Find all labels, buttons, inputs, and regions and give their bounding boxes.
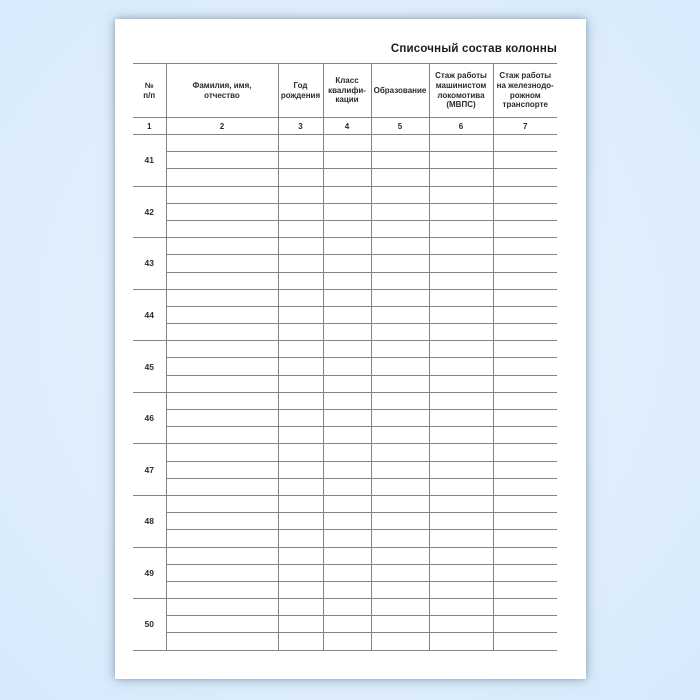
column-index-1: 1 xyxy=(133,118,166,135)
column-index-3: 3 xyxy=(278,118,323,135)
table-row xyxy=(133,203,557,220)
empty-cell xyxy=(166,564,278,581)
table-row xyxy=(133,220,557,237)
table-row xyxy=(133,341,557,358)
empty-cell xyxy=(493,564,557,581)
column-index-5: 5 xyxy=(371,118,429,135)
table-row xyxy=(133,324,557,341)
empty-cell xyxy=(493,341,557,358)
table-body xyxy=(133,135,557,651)
empty-cell xyxy=(429,324,493,341)
table-row xyxy=(133,289,557,306)
empty-cell xyxy=(166,289,278,306)
empty-cell xyxy=(166,427,278,444)
empty-cell xyxy=(166,306,278,323)
empty-cell xyxy=(493,461,557,478)
empty-cell xyxy=(323,152,371,169)
row-number-cell-49: 49 xyxy=(133,547,166,599)
empty-cell xyxy=(371,238,429,255)
empty-cell xyxy=(493,169,557,186)
empty-cell xyxy=(371,599,429,616)
empty-cell xyxy=(371,272,429,289)
empty-cell xyxy=(166,599,278,616)
row-number-cell-44: 44 xyxy=(133,289,166,341)
empty-cell xyxy=(166,186,278,203)
empty-cell xyxy=(429,564,493,581)
empty-cell xyxy=(166,392,278,409)
empty-cell xyxy=(166,238,278,255)
empty-cell xyxy=(371,478,429,495)
empty-cell xyxy=(493,427,557,444)
empty-cell xyxy=(278,135,323,152)
empty-cell xyxy=(278,152,323,169)
empty-cell xyxy=(371,633,429,650)
empty-cell xyxy=(278,289,323,306)
empty-cell xyxy=(166,324,278,341)
empty-cell xyxy=(278,203,323,220)
table-row xyxy=(133,306,557,323)
empty-cell xyxy=(371,616,429,633)
table-row xyxy=(133,461,557,478)
empty-cell xyxy=(323,495,371,512)
header-line: Стаж работы xyxy=(499,71,552,80)
empty-cell xyxy=(166,478,278,495)
empty-cell xyxy=(371,581,429,598)
empty-cell xyxy=(278,444,323,461)
header-line: Стаж работы xyxy=(435,71,487,80)
table-row xyxy=(133,599,557,616)
table-row xyxy=(133,616,557,633)
empty-cell xyxy=(429,152,493,169)
empty-cell xyxy=(493,186,557,203)
empty-cell xyxy=(371,461,429,478)
empty-cell xyxy=(323,478,371,495)
document-page xyxy=(115,19,586,679)
empty-cell xyxy=(429,581,493,598)
empty-cell xyxy=(323,599,371,616)
empty-cell xyxy=(166,358,278,375)
empty-cell xyxy=(371,410,429,427)
empty-cell xyxy=(278,238,323,255)
empty-cell xyxy=(429,513,493,530)
column-index-4: 4 xyxy=(323,118,371,135)
empty-cell xyxy=(278,341,323,358)
empty-cell xyxy=(371,530,429,547)
empty-cell xyxy=(493,478,557,495)
empty-cell xyxy=(323,427,371,444)
empty-cell xyxy=(429,616,493,633)
empty-cell xyxy=(371,547,429,564)
empty-cell xyxy=(166,203,278,220)
table-row xyxy=(133,530,557,547)
empty-cell xyxy=(278,358,323,375)
empty-cell xyxy=(323,238,371,255)
empty-cell xyxy=(371,392,429,409)
row-number-cell-43: 43 xyxy=(133,238,166,290)
empty-cell xyxy=(323,616,371,633)
empty-cell xyxy=(371,564,429,581)
empty-cell xyxy=(371,375,429,392)
header-line: рожном xyxy=(509,90,541,100)
empty-cell xyxy=(323,461,371,478)
empty-cell xyxy=(323,324,371,341)
table-row xyxy=(133,513,557,530)
empty-cell xyxy=(371,289,429,306)
empty-cell xyxy=(166,169,278,186)
empty-cell xyxy=(323,392,371,409)
column-index-row xyxy=(133,118,557,135)
table-row xyxy=(133,392,557,409)
empty-cell xyxy=(278,633,323,650)
header-line: Образование xyxy=(373,85,427,95)
header-line: № xyxy=(144,80,154,90)
table-row xyxy=(133,564,557,581)
empty-cell xyxy=(323,341,371,358)
empty-cell xyxy=(429,599,493,616)
empty-cell xyxy=(278,272,323,289)
empty-cell xyxy=(278,530,323,547)
empty-cell xyxy=(429,392,493,409)
column-index-6: 6 xyxy=(429,118,493,135)
table-row xyxy=(133,169,557,186)
empty-cell xyxy=(429,272,493,289)
empty-cell xyxy=(166,461,278,478)
column-index-7: 7 xyxy=(493,118,557,135)
empty-cell xyxy=(493,616,557,633)
table-row xyxy=(133,633,557,650)
empty-cell xyxy=(493,255,557,272)
header-line: (МВПС) xyxy=(446,100,476,110)
empty-cell xyxy=(493,599,557,616)
empty-cell xyxy=(166,135,278,152)
header-line: квалифи- xyxy=(328,85,366,95)
empty-cell xyxy=(371,255,429,272)
column-header-education xyxy=(371,64,429,118)
table-row xyxy=(133,444,557,461)
row-number-cell-42: 42 xyxy=(133,186,166,238)
empty-cell xyxy=(493,324,557,341)
empty-cell xyxy=(323,358,371,375)
empty-cell xyxy=(429,444,493,461)
empty-cell xyxy=(323,289,371,306)
empty-cell xyxy=(166,444,278,461)
empty-cell xyxy=(166,530,278,547)
empty-cell xyxy=(371,324,429,341)
empty-cell xyxy=(429,186,493,203)
empty-cell xyxy=(493,581,557,598)
table-row xyxy=(133,495,557,512)
empty-cell xyxy=(493,375,557,392)
empty-cell xyxy=(493,238,557,255)
empty-cell xyxy=(278,564,323,581)
table-row xyxy=(133,135,557,152)
column-index-2: 2 xyxy=(166,118,278,135)
empty-cell xyxy=(493,272,557,289)
empty-cell xyxy=(278,186,323,203)
empty-cell xyxy=(429,306,493,323)
empty-cell xyxy=(166,375,278,392)
empty-cell xyxy=(323,547,371,564)
empty-cell xyxy=(323,581,371,598)
table-row xyxy=(133,375,557,392)
empty-cell xyxy=(371,135,429,152)
empty-cell xyxy=(429,530,493,547)
empty-cell xyxy=(166,616,278,633)
empty-cell xyxy=(429,220,493,237)
empty-cell xyxy=(371,427,429,444)
empty-cell xyxy=(429,358,493,375)
empty-cell xyxy=(323,169,371,186)
empty-cell xyxy=(278,478,323,495)
empty-cell xyxy=(493,358,557,375)
empty-cell xyxy=(323,530,371,547)
empty-cell xyxy=(278,220,323,237)
empty-cell xyxy=(493,530,557,547)
empty-cell xyxy=(278,324,323,341)
empty-cell xyxy=(166,272,278,289)
empty-cell xyxy=(323,306,371,323)
empty-cell xyxy=(166,152,278,169)
empty-cell xyxy=(278,599,323,616)
page-title: Списочный состав колонны xyxy=(390,43,557,55)
empty-cell xyxy=(493,203,557,220)
empty-cell xyxy=(278,427,323,444)
table-header xyxy=(133,64,557,135)
column-header-row-number xyxy=(133,64,166,118)
empty-cell xyxy=(323,375,371,392)
table-row xyxy=(133,427,557,444)
header-line: рождения xyxy=(280,90,321,100)
empty-cell xyxy=(493,392,557,409)
empty-cell xyxy=(493,444,557,461)
empty-cell xyxy=(371,306,429,323)
empty-cell xyxy=(278,410,323,427)
empty-cell xyxy=(371,152,429,169)
empty-cell xyxy=(371,186,429,203)
empty-cell xyxy=(278,169,323,186)
table-row xyxy=(133,410,557,427)
table-row xyxy=(133,581,557,598)
empty-cell xyxy=(429,341,493,358)
empty-cell xyxy=(429,427,493,444)
table-row xyxy=(133,152,557,169)
empty-cell xyxy=(429,375,493,392)
empty-cell xyxy=(371,495,429,512)
empty-cell xyxy=(166,547,278,564)
empty-cell xyxy=(429,633,493,650)
empty-cell xyxy=(323,513,371,530)
empty-cell xyxy=(278,306,323,323)
empty-cell xyxy=(323,255,371,272)
empty-cell xyxy=(166,255,278,272)
empty-cell xyxy=(429,289,493,306)
empty-cell xyxy=(493,152,557,169)
header-line: кации xyxy=(335,95,359,105)
column-header-railway-experience xyxy=(493,64,557,118)
row-number-cell-48: 48 xyxy=(133,495,166,547)
empty-cell xyxy=(278,255,323,272)
empty-cell xyxy=(323,272,371,289)
column-header-qualification-class xyxy=(323,64,371,118)
empty-cell xyxy=(429,495,493,512)
empty-cell xyxy=(278,375,323,392)
header-line: отчество xyxy=(204,90,240,100)
empty-cell xyxy=(493,547,557,564)
empty-cell xyxy=(166,513,278,530)
empty-cell xyxy=(278,513,323,530)
row-number-cell-45: 45 xyxy=(133,341,166,393)
empty-cell xyxy=(429,203,493,220)
empty-cell xyxy=(493,410,557,427)
header-line: локомотива xyxy=(437,90,485,100)
header-line: Класс xyxy=(335,75,359,85)
header-line: машинистом xyxy=(435,80,487,90)
empty-cell xyxy=(429,169,493,186)
empty-cell xyxy=(323,564,371,581)
empty-cell xyxy=(429,135,493,152)
table-row xyxy=(133,478,557,495)
table-row xyxy=(133,547,557,564)
empty-cell xyxy=(429,461,493,478)
empty-cell xyxy=(371,169,429,186)
empty-cell xyxy=(278,461,323,478)
table-row xyxy=(133,238,557,255)
empty-cell xyxy=(278,581,323,598)
roster-table xyxy=(133,63,557,651)
row-number-cell-46: 46 xyxy=(133,392,166,444)
empty-cell xyxy=(166,633,278,650)
empty-cell xyxy=(323,410,371,427)
table-row xyxy=(133,186,557,203)
empty-cell xyxy=(323,633,371,650)
empty-cell xyxy=(166,410,278,427)
table-row xyxy=(133,255,557,272)
header-line: транспорте xyxy=(502,100,548,110)
empty-cell xyxy=(323,203,371,220)
empty-cell xyxy=(429,255,493,272)
empty-cell xyxy=(493,495,557,512)
empty-cell xyxy=(493,220,557,237)
empty-cell xyxy=(429,547,493,564)
empty-cell xyxy=(323,220,371,237)
header-line: на железнодо- xyxy=(496,80,554,90)
empty-cell xyxy=(429,410,493,427)
column-header-full-name xyxy=(166,64,278,118)
row-number-cell-50: 50 xyxy=(133,599,166,651)
empty-cell xyxy=(371,513,429,530)
empty-cell xyxy=(371,358,429,375)
empty-cell xyxy=(323,444,371,461)
empty-cell xyxy=(493,513,557,530)
table-row xyxy=(133,358,557,375)
empty-cell xyxy=(371,203,429,220)
empty-cell xyxy=(493,633,557,650)
row-number-cell-47: 47 xyxy=(133,444,166,496)
empty-cell xyxy=(166,495,278,512)
empty-cell xyxy=(278,547,323,564)
empty-cell xyxy=(278,616,323,633)
empty-cell xyxy=(166,341,278,358)
empty-cell xyxy=(166,581,278,598)
table-row xyxy=(133,272,557,289)
row-number-cell-41: 41 xyxy=(133,135,166,187)
empty-cell xyxy=(371,341,429,358)
empty-cell xyxy=(429,238,493,255)
empty-cell xyxy=(323,135,371,152)
empty-cell xyxy=(166,220,278,237)
empty-cell xyxy=(323,186,371,203)
empty-cell xyxy=(371,220,429,237)
header-line: п/п xyxy=(143,90,156,100)
empty-cell xyxy=(278,495,323,512)
empty-cell xyxy=(429,478,493,495)
column-header-driver-experience xyxy=(429,64,493,118)
empty-cell xyxy=(371,444,429,461)
header-line: Год xyxy=(293,80,308,90)
empty-cell xyxy=(278,392,323,409)
column-header-birth-year xyxy=(278,64,323,118)
empty-cell xyxy=(493,289,557,306)
header-line: Фамилия, имя, xyxy=(192,80,252,90)
empty-cell xyxy=(493,135,557,152)
empty-cell xyxy=(493,306,557,323)
